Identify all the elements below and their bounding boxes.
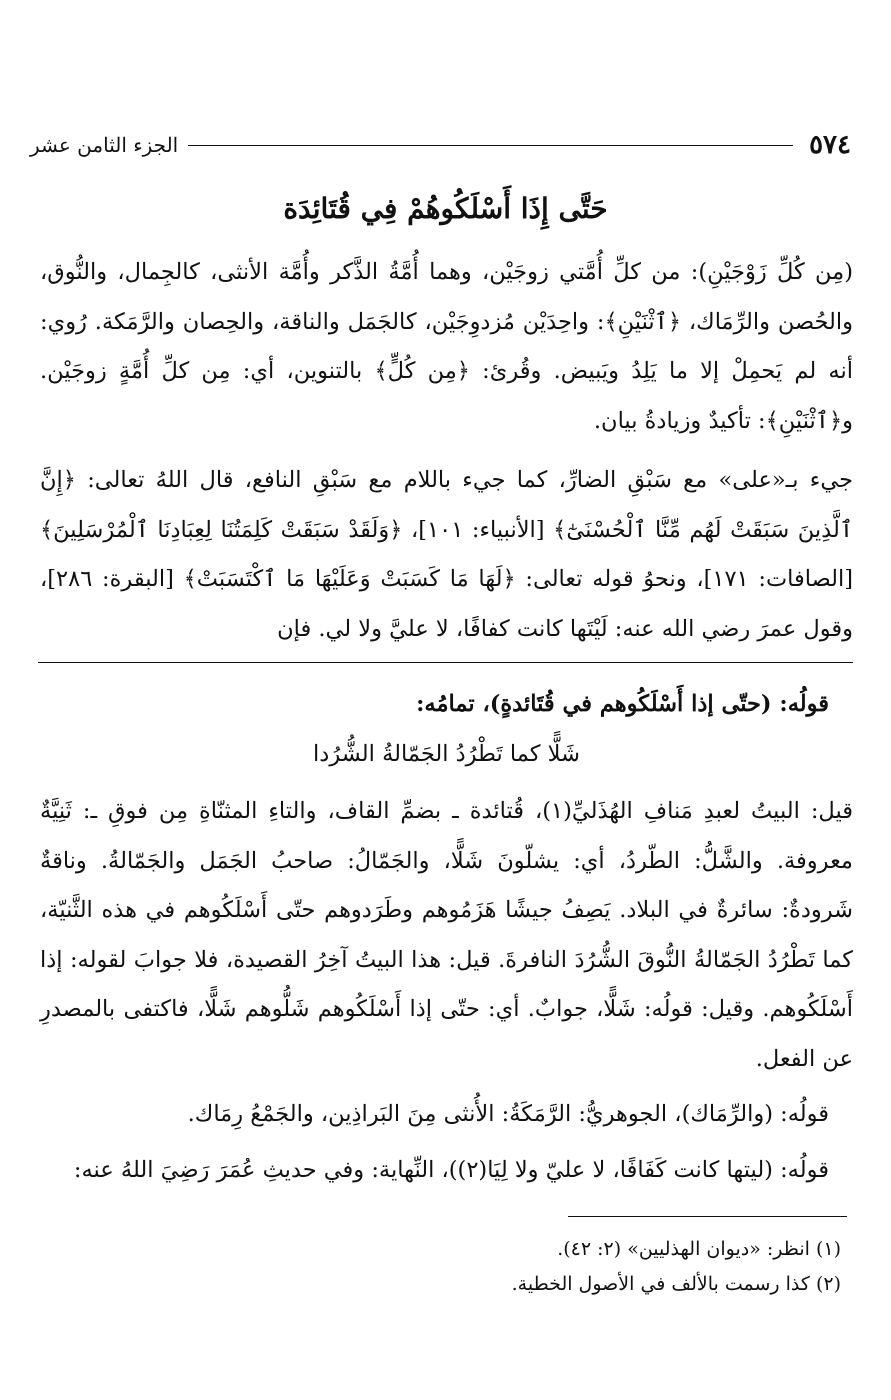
- commentary-paragraph-1: قولُه: (حتّى إذا أَسْلَكُوهم في قُتَائدةٍ)، تمامُه:: [416, 691, 829, 717]
- commentary-paragraph-4: قولُه: (ليتها كانت كَفَافًا، لا عليّ ولا لِيَا(٢))، النِّهاية: وفي حديثِ عُمَرَ رَضِيَ اللهُ عنه:: [73, 1156, 829, 1183]
- running-title: الجزء الثامن عشر: [30, 133, 179, 157]
- commentary-paragraph-2: قيل: البيتُ لعبدِ مَنافِ الهُذَليِّ(١)، قُتائدة ـ بضمِّ القاف، والتاءِ المثنّاةِ مِن فوقِ ـ: ثَنِيَّةٌ معروفة. والشَّلُّ: الطّردُ، أي: يشلّونَ شَلًّا، والجَمّالُ: صاحبُ الجَمَل والجَمّالةُ. وناقةٌ شَرودةٌ: سائرةٌ في البلاد. يَصِفُ جيشًا هَزَمُوهم وطَرَدوهم حتّى أَسْلَكُوهم في هذه الثَّنيّة، كما تَطْرُدُ الجَمّالةُ النُّوقَ الشُّرُدَ النافرةَ. قيل: هذا البيتُ آخِرُ القصيدة، فلا جوابَ لقوله: إذا أَسْلَكُوهم. وقيل: قولُه: شَلًّا، جوابٌ. أي: حتّى إذا أَسْلَكُوهم شَلُّوهم شَلًّا، فاكتفى بالمصدرِ عن الفعل.: [40, 798, 853, 1072]
- page-number: ٥٧٤: [809, 130, 851, 160]
- commentary-paragraph-3: قولُه: (والرِّمَاك)، الجوهريُّ: الرَّمَكَةُ: الأُنثى مِنَ البَراذِين، والجَمْعُ رِمَاك.: [187, 1101, 829, 1127]
- footnote-rule: [568, 1216, 847, 1217]
- poetry-verse: شَلًّا كما تَطْرُدُ الجَمّالةُ الشُّرُدا: [313, 740, 580, 767]
- commentary-text: [40, 680, 853, 1195]
- section-divider: [38, 662, 853, 663]
- verse-title: حَتَّى إِذَا أَسْلَكُوهُمْ فِي قُتَائِدَة: [283, 192, 608, 225]
- footnotes: [40, 1232, 841, 1302]
- main-text: [40, 248, 853, 654]
- page-header: [30, 128, 851, 162]
- main-paragraph-1: (مِن كُلِّ زَوْجَيْنِ): من كلِّ أُمَّتي زوجَيْن، وهما أُمَّةُ الذَّكر وأُمَّة الأنثى، كالجِمال، والنُّوق، والحُصن والرِّمَاك، ﴿ٱثْنَيْنِ﴾: واحِدَيْن مُزدوِجَيْن، كالجَمَل والناقة، والحِصان والرَّمَكة. رُوي: أنه لم يَحمِلْ إلا ما يَلِدُ ويَبيض. وقُرئ: ﴿مِن كُلٍّ﴾ بالتنوين، أي: مِن كلِّ أُمَّةٍ زوجَيْن. و﴿ٱثْنَيْنِ﴾: تأكيدٌ وزيادةُ بيان.: [40, 259, 853, 434]
- header-rule: [188, 145, 793, 146]
- footnote-1: (١) انظر: «ديوان الهذليين» (٢: ٤٢).: [557, 1238, 841, 1260]
- footnote-2: (٢) كذا رسمت بالألف في الأصول الخطية.: [511, 1273, 841, 1295]
- main-paragraph-2: جيء بـ«على» مع سَبْقِ الضارِّ، كما جيء باللام مع سَبْقِ النافع، قال اللهُ تعالى: ﴿إِنَّ ٱلَّذِينَ سَبَقَتْ لَهُم مِّنَّا ٱلْحُسْنَىٰٓ﴾ [الأنبياء: ١٠١]، ﴿وَلَقَدْ سَبَقَتْ كَلِمَتُنَا لِعِبَادِنَا ٱلْمُرْسَلِينَ﴾ [الصافات: ١٧١]، ونحوُ قوله تعالى: ﴿لَهَا مَا كَسَبَتْ وَعَلَيْهَا مَا ٱكْتَسَبَتْ﴾ [البقرة: ٢٨٦]، وقول عمرَ رضي الله عنه: لَيْتَها كانت كفافًا، لا عليَّ ولا لي. فإن: [40, 467, 853, 642]
